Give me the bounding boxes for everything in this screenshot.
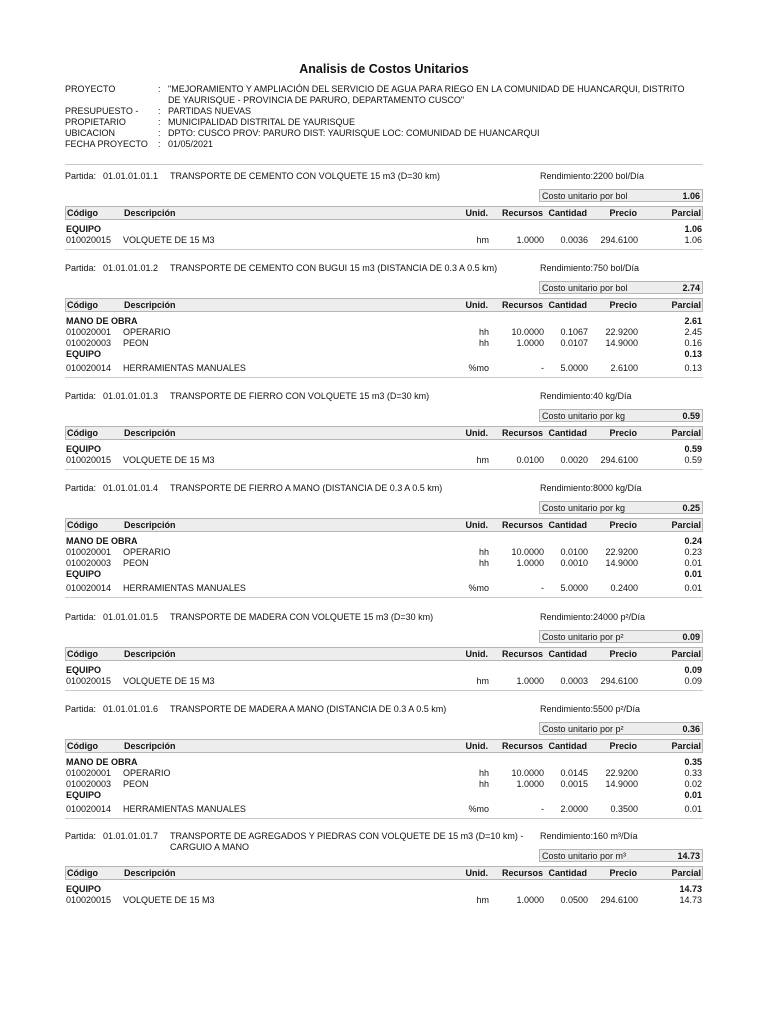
col-recursos: Recursos	[501, 300, 543, 310]
col-precio: Precio	[609, 428, 637, 438]
item-code: 010020001	[66, 768, 112, 778]
group-parcial: 0.01	[684, 790, 702, 800]
item-description: HERRAMIENTAS MANUALES	[123, 363, 246, 373]
header-key: FECHA PROYECTO	[65, 139, 148, 149]
partida-label: Partida:	[65, 483, 97, 493]
col-descripcion: Descripción	[124, 428, 176, 438]
partida-label: Partida:	[65, 263, 97, 273]
item-cantidad: 0.0145	[560, 768, 588, 778]
partida-description: TRANSPORTE DE MADERA A MANO (DISTANCIA DE 0.3 A 0.5 km)	[170, 704, 447, 714]
header-colon: :	[158, 139, 161, 149]
col-unid: Unid.	[465, 741, 488, 751]
item-parcial: 14.73	[679, 895, 702, 905]
item-unit: %mo	[468, 583, 489, 593]
group-name: EQUIPO	[66, 224, 102, 234]
partida-row	[65, 481, 703, 495]
header-row	[65, 117, 688, 128]
col-precio: Precio	[609, 208, 637, 218]
item-parcial: 0.13	[684, 363, 702, 373]
col-codigo: Código	[67, 868, 98, 878]
item-cantidad: 0.1067	[560, 327, 588, 337]
item-cantidad: 0.0100	[560, 547, 588, 557]
partida-block	[65, 481, 703, 593]
item-parcial: 0.33	[684, 768, 702, 778]
item-description: PEON	[123, 338, 149, 348]
header-value: "MEJORAMIENTO Y AMPLIACIÓN DEL SERVICIO DE AGUA PARA RIEGO EN LA COMUNIDAD DE HUANCARQUI, DISTRITO	[168, 84, 685, 94]
col-codigo: Código	[67, 300, 98, 310]
col-parcial: Parcial	[671, 300, 701, 310]
item-cantidad: 5.0000	[560, 583, 588, 593]
item-recursos: 0.0100	[516, 455, 544, 465]
item-code: 010020003	[66, 558, 112, 568]
item-parcial: 0.02	[684, 779, 702, 789]
header-value: DPTO: CUSCO PROV: PARURO DIST: YAURISQUE LOC: COMUNIDAD DE HUANCARQUI	[168, 128, 540, 138]
unit-cost-box	[539, 722, 703, 735]
partida-row	[65, 261, 703, 275]
col-unid: Unid.	[465, 428, 488, 438]
col-precio: Precio	[609, 300, 637, 310]
item-recursos: 1.0000	[516, 235, 544, 245]
unit-cost-value: 0.25	[682, 503, 700, 513]
col-cantidad: Cantidad	[548, 520, 587, 530]
header-key: UBICACION	[65, 128, 116, 138]
group-row	[65, 756, 703, 767]
item-code: 010020015	[66, 455, 112, 465]
group-name: EQUIPO	[66, 349, 102, 359]
partida-divider	[65, 249, 703, 250]
group-name: EQUIPO	[66, 884, 102, 894]
table-header	[65, 298, 703, 312]
header-divider	[65, 164, 703, 165]
col-precio: Precio	[609, 741, 637, 751]
item-code: 010020003	[66, 338, 112, 348]
partida-description: TRANSPORTE DE FIERRO A MANO (DISTANCIA DE 0.3 A 0.5 km)	[170, 483, 443, 493]
col-parcial: Parcial	[671, 428, 701, 438]
col-recursos: Recursos	[501, 868, 543, 878]
partida-rendimiento: Rendimiento:2200 bol/Día	[540, 171, 645, 181]
group-parcial: 14.73	[679, 884, 702, 894]
unit-cost-box	[539, 189, 703, 202]
item-row	[65, 546, 703, 557]
partida-code: 01.01.01.01.4	[103, 483, 159, 493]
group-row	[65, 443, 703, 454]
item-row	[65, 337, 703, 348]
item-recursos: -	[541, 804, 544, 814]
item-code: 010020001	[66, 327, 112, 337]
item-row	[65, 454, 703, 465]
partida-divider	[65, 469, 703, 470]
col-descripcion: Descripción	[124, 649, 176, 659]
header-value: PARTIDAS NUEVAS	[168, 106, 252, 116]
table-header	[65, 739, 703, 753]
item-precio: 22.9200	[605, 547, 638, 557]
item-unit: hh	[478, 768, 489, 778]
partida-description: TRANSPORTE DE AGREGADOS Y PIEDRAS CON VOLQUETE DE 15 m3 (D=10 km) - CARGUIO A MANO	[170, 831, 524, 852]
group-parcial: 0.09	[684, 665, 702, 675]
header-value: 01/05/2021	[168, 139, 214, 149]
item-recursos: 1.0000	[516, 779, 544, 789]
col-recursos: Recursos	[501, 741, 543, 751]
col-unid: Unid.	[465, 300, 488, 310]
item-unit: hm	[476, 455, 489, 465]
header-key	[65, 95, 158, 106]
item-parcial: 0.09	[684, 676, 702, 686]
unit-cost-value: 0.36	[682, 724, 700, 734]
item-cantidad: 0.0015	[560, 779, 588, 789]
partida-block	[65, 610, 703, 686]
col-codigo: Código	[67, 208, 98, 218]
item-recursos: 10.0000	[511, 547, 544, 557]
col-codigo: Código	[67, 520, 98, 530]
partida-code: 01.01.01.01.5	[103, 612, 159, 622]
group-parcial: 0.59	[684, 444, 702, 454]
group-name: EQUIPO	[66, 569, 102, 579]
partida-divider	[65, 377, 703, 378]
col-recursos: Recursos	[501, 208, 543, 218]
partida-block	[65, 169, 703, 245]
group-row	[65, 315, 703, 326]
unit-cost-box	[539, 409, 703, 422]
partida-code: 01.01.01.01.3	[103, 391, 159, 401]
partida-label: Partida:	[65, 704, 97, 714]
item-precio: 14.9000	[605, 338, 638, 348]
item-row	[65, 326, 703, 337]
item-row	[65, 894, 703, 905]
header-colon: :	[158, 106, 161, 116]
partida-divider	[65, 690, 703, 691]
item-description: PEON	[123, 558, 149, 568]
partida-code: 01.01.01.01.1	[103, 171, 159, 181]
col-recursos: Recursos	[501, 520, 543, 530]
header-colon: :	[158, 117, 161, 127]
col-unid: Unid.	[465, 520, 488, 530]
item-precio: 0.3500	[610, 804, 638, 814]
group-name: EQUIPO	[66, 444, 102, 454]
item-unit: %mo	[468, 804, 489, 814]
group-row	[65, 664, 703, 675]
item-description: OPERARIO	[123, 327, 171, 337]
header-row	[65, 106, 688, 117]
partida-description: TRANSPORTE DE MADERA CON VOLQUETE 15 m3 (D=30 km)	[170, 612, 434, 622]
item-precio: 14.9000	[605, 558, 638, 568]
col-recursos: Recursos	[501, 649, 543, 659]
header-row	[65, 139, 688, 150]
item-parcial: 0.01	[684, 583, 702, 593]
item-description: VOLQUETE DE 15 M3	[123, 676, 215, 686]
document-title: Analisis de Costos Unitarios	[299, 62, 469, 76]
item-cantidad: 0.0003	[560, 676, 588, 686]
partida-description: TRANSPORTE DE FIERRO CON VOLQUETE 15 m3 (D=30 km)	[170, 391, 430, 401]
unit-cost-label: Costo unitario por bol	[542, 191, 628, 201]
item-unit: hm	[476, 676, 489, 686]
header-row	[65, 128, 688, 139]
partida-label: Partida:	[65, 612, 97, 622]
unit-cost-label: Costo unitario por kg	[542, 503, 626, 513]
item-cantidad: 0.0500	[560, 895, 588, 905]
col-parcial: Parcial	[671, 868, 701, 878]
item-description: VOLQUETE DE 15 M3	[123, 455, 215, 465]
partida-row	[65, 169, 703, 183]
item-row	[65, 675, 703, 686]
unit-cost-label: Costo unitario por m³	[542, 851, 627, 861]
group-parcial: 0.01	[684, 569, 702, 579]
col-unid: Unid.	[465, 208, 488, 218]
col-cantidad: Cantidad	[548, 300, 587, 310]
item-cantidad: 5.0000	[560, 363, 588, 373]
col-codigo: Código	[67, 649, 98, 659]
group-parcial: 0.24	[684, 536, 702, 546]
group-parcial: 0.13	[684, 349, 702, 359]
item-recursos: -	[541, 363, 544, 373]
item-unit: hh	[478, 327, 489, 337]
header-row	[65, 84, 688, 95]
item-code: 010020014	[66, 804, 112, 814]
partida-code: 01.01.01.01.7	[103, 831, 159, 841]
item-precio: 2.6100	[610, 363, 638, 373]
item-precio: 14.9000	[605, 779, 638, 789]
partida-label: Partida:	[65, 391, 97, 401]
table-header	[65, 206, 703, 220]
partida-block	[65, 261, 703, 373]
table-header	[65, 426, 703, 440]
item-recursos: 1.0000	[516, 338, 544, 348]
project-header	[65, 84, 688, 150]
partida-rendimiento: Rendimiento:40 kg/Día	[540, 391, 632, 401]
col-cantidad: Cantidad	[548, 868, 587, 878]
item-row	[65, 803, 703, 814]
table-header	[65, 866, 703, 880]
group-parcial: 2.61	[684, 316, 702, 326]
partida-label: Partida:	[65, 171, 97, 181]
unit-cost-label: Costo unitario por p²	[542, 724, 624, 734]
unit-cost-label: Costo unitario por bol	[542, 283, 628, 293]
col-parcial: Parcial	[671, 649, 701, 659]
partida-code: 01.01.01.01.6	[103, 704, 159, 714]
group-row	[65, 535, 703, 546]
header-colon	[158, 95, 168, 106]
col-descripcion: Descripción	[124, 868, 176, 878]
col-parcial: Parcial	[671, 520, 701, 530]
item-cantidad: 0.0020	[560, 455, 588, 465]
item-code: 010020001	[66, 547, 112, 557]
item-description: HERRAMIENTAS MANUALES	[123, 804, 246, 814]
header-value: MUNICIPALIDAD DISTRITAL DE YAURISQUE	[168, 117, 356, 127]
header-key: PROYECTO	[65, 84, 116, 94]
partida-rendimiento: Rendimiento:160 m³/Día	[540, 831, 638, 841]
item-description: VOLQUETE DE 15 M3	[123, 895, 215, 905]
unit-cost-value: 0.09	[682, 632, 700, 642]
group-name: MANO DE OBRA	[66, 757, 138, 767]
item-unit: hm	[476, 895, 489, 905]
unit-cost-box	[539, 849, 703, 862]
item-unit: %mo	[468, 363, 489, 373]
item-precio: 22.9200	[605, 327, 638, 337]
item-precio: 294.6100	[600, 676, 638, 686]
partida-block	[65, 702, 703, 814]
item-unit: hh	[478, 558, 489, 568]
item-cantidad: 2.0000	[560, 804, 588, 814]
item-code: 010020014	[66, 363, 112, 373]
group-name: MANO DE OBRA	[66, 536, 138, 546]
partida-rendimiento: Rendimiento:8000 kg/Día	[540, 483, 642, 493]
item-recursos: 10.0000	[511, 768, 544, 778]
partida-divider	[65, 818, 703, 819]
col-cantidad: Cantidad	[548, 741, 587, 751]
item-precio: 294.6100	[600, 235, 638, 245]
col-parcial: Parcial	[671, 741, 701, 751]
item-description: OPERARIO	[123, 768, 171, 778]
col-cantidad: Cantidad	[548, 428, 587, 438]
item-unit: hh	[478, 547, 489, 557]
item-parcial: 0.16	[684, 338, 702, 348]
item-code: 010020015	[66, 895, 112, 905]
item-precio: 22.9200	[605, 768, 638, 778]
item-description: PEON	[123, 779, 149, 789]
col-cantidad: Cantidad	[548, 208, 587, 218]
col-precio: Precio	[609, 520, 637, 530]
item-unit: hh	[478, 338, 489, 348]
col-descripcion: Descripción	[124, 741, 176, 751]
item-parcial: 0.01	[684, 558, 702, 568]
col-codigo: Código	[67, 428, 98, 438]
unit-cost-value: 14.73	[677, 851, 700, 861]
unit-cost-label: Costo unitario por kg	[542, 411, 626, 421]
unit-cost-box	[539, 281, 703, 294]
unit-cost-value: 1.06	[682, 191, 700, 201]
item-parcial: 2.45	[684, 327, 702, 337]
partida-code: 01.01.01.01.2	[103, 263, 159, 273]
item-precio: 294.6100	[600, 895, 638, 905]
col-descripcion: Descripción	[124, 300, 176, 310]
header-key: PRESUPUESTO -	[65, 106, 139, 116]
item-precio: 294.6100	[600, 455, 638, 465]
item-row	[65, 362, 703, 373]
col-recursos: Recursos	[501, 428, 543, 438]
col-unid: Unid.	[465, 868, 488, 878]
unit-cost-value: 2.74	[682, 283, 700, 293]
group-parcial: 0.35	[684, 757, 702, 767]
group-name: EQUIPO	[66, 665, 102, 675]
item-code: 010020014	[66, 583, 112, 593]
partida-block	[65, 829, 703, 905]
item-recursos: 1.0000	[516, 895, 544, 905]
table-header	[65, 518, 703, 532]
item-row	[65, 582, 703, 593]
item-recursos: 1.0000	[516, 676, 544, 686]
col-codigo: Código	[67, 741, 98, 751]
col-unid: Unid.	[465, 649, 488, 659]
unit-cost-box	[539, 501, 703, 514]
item-parcial: 0.23	[684, 547, 702, 557]
item-row	[65, 557, 703, 568]
item-recursos: 10.0000	[511, 327, 544, 337]
col-descripcion: Descripción	[124, 208, 176, 218]
partida-description: TRANSPORTE DE CEMENTO CON BUGUI 15 m3 (DISTANCIA DE 0.3 A 0.5 km)	[170, 263, 498, 273]
header-colon: :	[158, 84, 161, 94]
col-precio: Precio	[609, 868, 637, 878]
header-value: DE YAURISQUE - PROVINCIA DE PARURO, DEPARTAMENTO CUSCO"	[168, 95, 465, 105]
partida-row	[65, 829, 703, 852]
item-row	[65, 234, 703, 245]
partida-rendimiento: Rendimiento:24000 p²/Día	[540, 612, 646, 622]
item-parcial: 1.06	[684, 235, 702, 245]
item-cantidad: 0.0010	[560, 558, 588, 568]
col-descripcion: Descripción	[124, 520, 176, 530]
group-row	[65, 223, 703, 234]
group-row	[65, 789, 703, 800]
group-row	[65, 348, 703, 359]
group-name: EQUIPO	[66, 790, 102, 800]
table-header	[65, 647, 703, 661]
header-row	[65, 95, 688, 106]
item-description: HERRAMIENTAS MANUALES	[123, 583, 246, 593]
col-precio: Precio	[609, 649, 637, 659]
item-recursos: 1.0000	[516, 558, 544, 568]
item-precio: 0.2400	[610, 583, 638, 593]
item-unit: hh	[478, 779, 489, 789]
unit-cost-value: 0.59	[682, 411, 700, 421]
partida-row	[65, 389, 703, 403]
partida-rendimiento: Rendimiento:5500 p²/Día	[540, 704, 641, 714]
item-unit: hm	[476, 235, 489, 245]
group-name: MANO DE OBRA	[66, 316, 138, 326]
col-parcial: Parcial	[671, 208, 701, 218]
partida-label: Partida:	[65, 831, 97, 841]
partida-row	[65, 702, 703, 716]
item-code: 010020003	[66, 779, 112, 789]
item-row	[65, 767, 703, 778]
item-cantidad: 0.0107	[560, 338, 588, 348]
item-parcial: 0.01	[684, 804, 702, 814]
partida-rendimiento: Rendimiento:750 bol/Día	[540, 263, 640, 273]
group-row	[65, 883, 703, 894]
header-colon: :	[158, 128, 161, 138]
item-code: 010020015	[66, 676, 112, 686]
item-row	[65, 778, 703, 789]
group-parcial: 1.06	[684, 224, 702, 234]
header-key: PROPIETARIO	[65, 117, 126, 127]
item-cantidad: 0.0036	[560, 235, 588, 245]
item-recursos: -	[541, 583, 544, 593]
partida-block	[65, 389, 703, 465]
item-description: OPERARIO	[123, 547, 171, 557]
col-cantidad: Cantidad	[548, 649, 587, 659]
group-row	[65, 568, 703, 579]
partida-divider	[65, 597, 703, 598]
unit-cost-box	[539, 630, 703, 643]
item-parcial: 0.59	[684, 455, 702, 465]
item-code: 010020015	[66, 235, 112, 245]
item-description: VOLQUETE DE 15 M3	[123, 235, 215, 245]
partida-description: TRANSPORTE DE CEMENTO CON VOLQUETE 15 m3 (D=30 km)	[170, 171, 440, 181]
partida-row	[65, 610, 703, 624]
unit-cost-label: Costo unitario por p²	[542, 632, 624, 642]
